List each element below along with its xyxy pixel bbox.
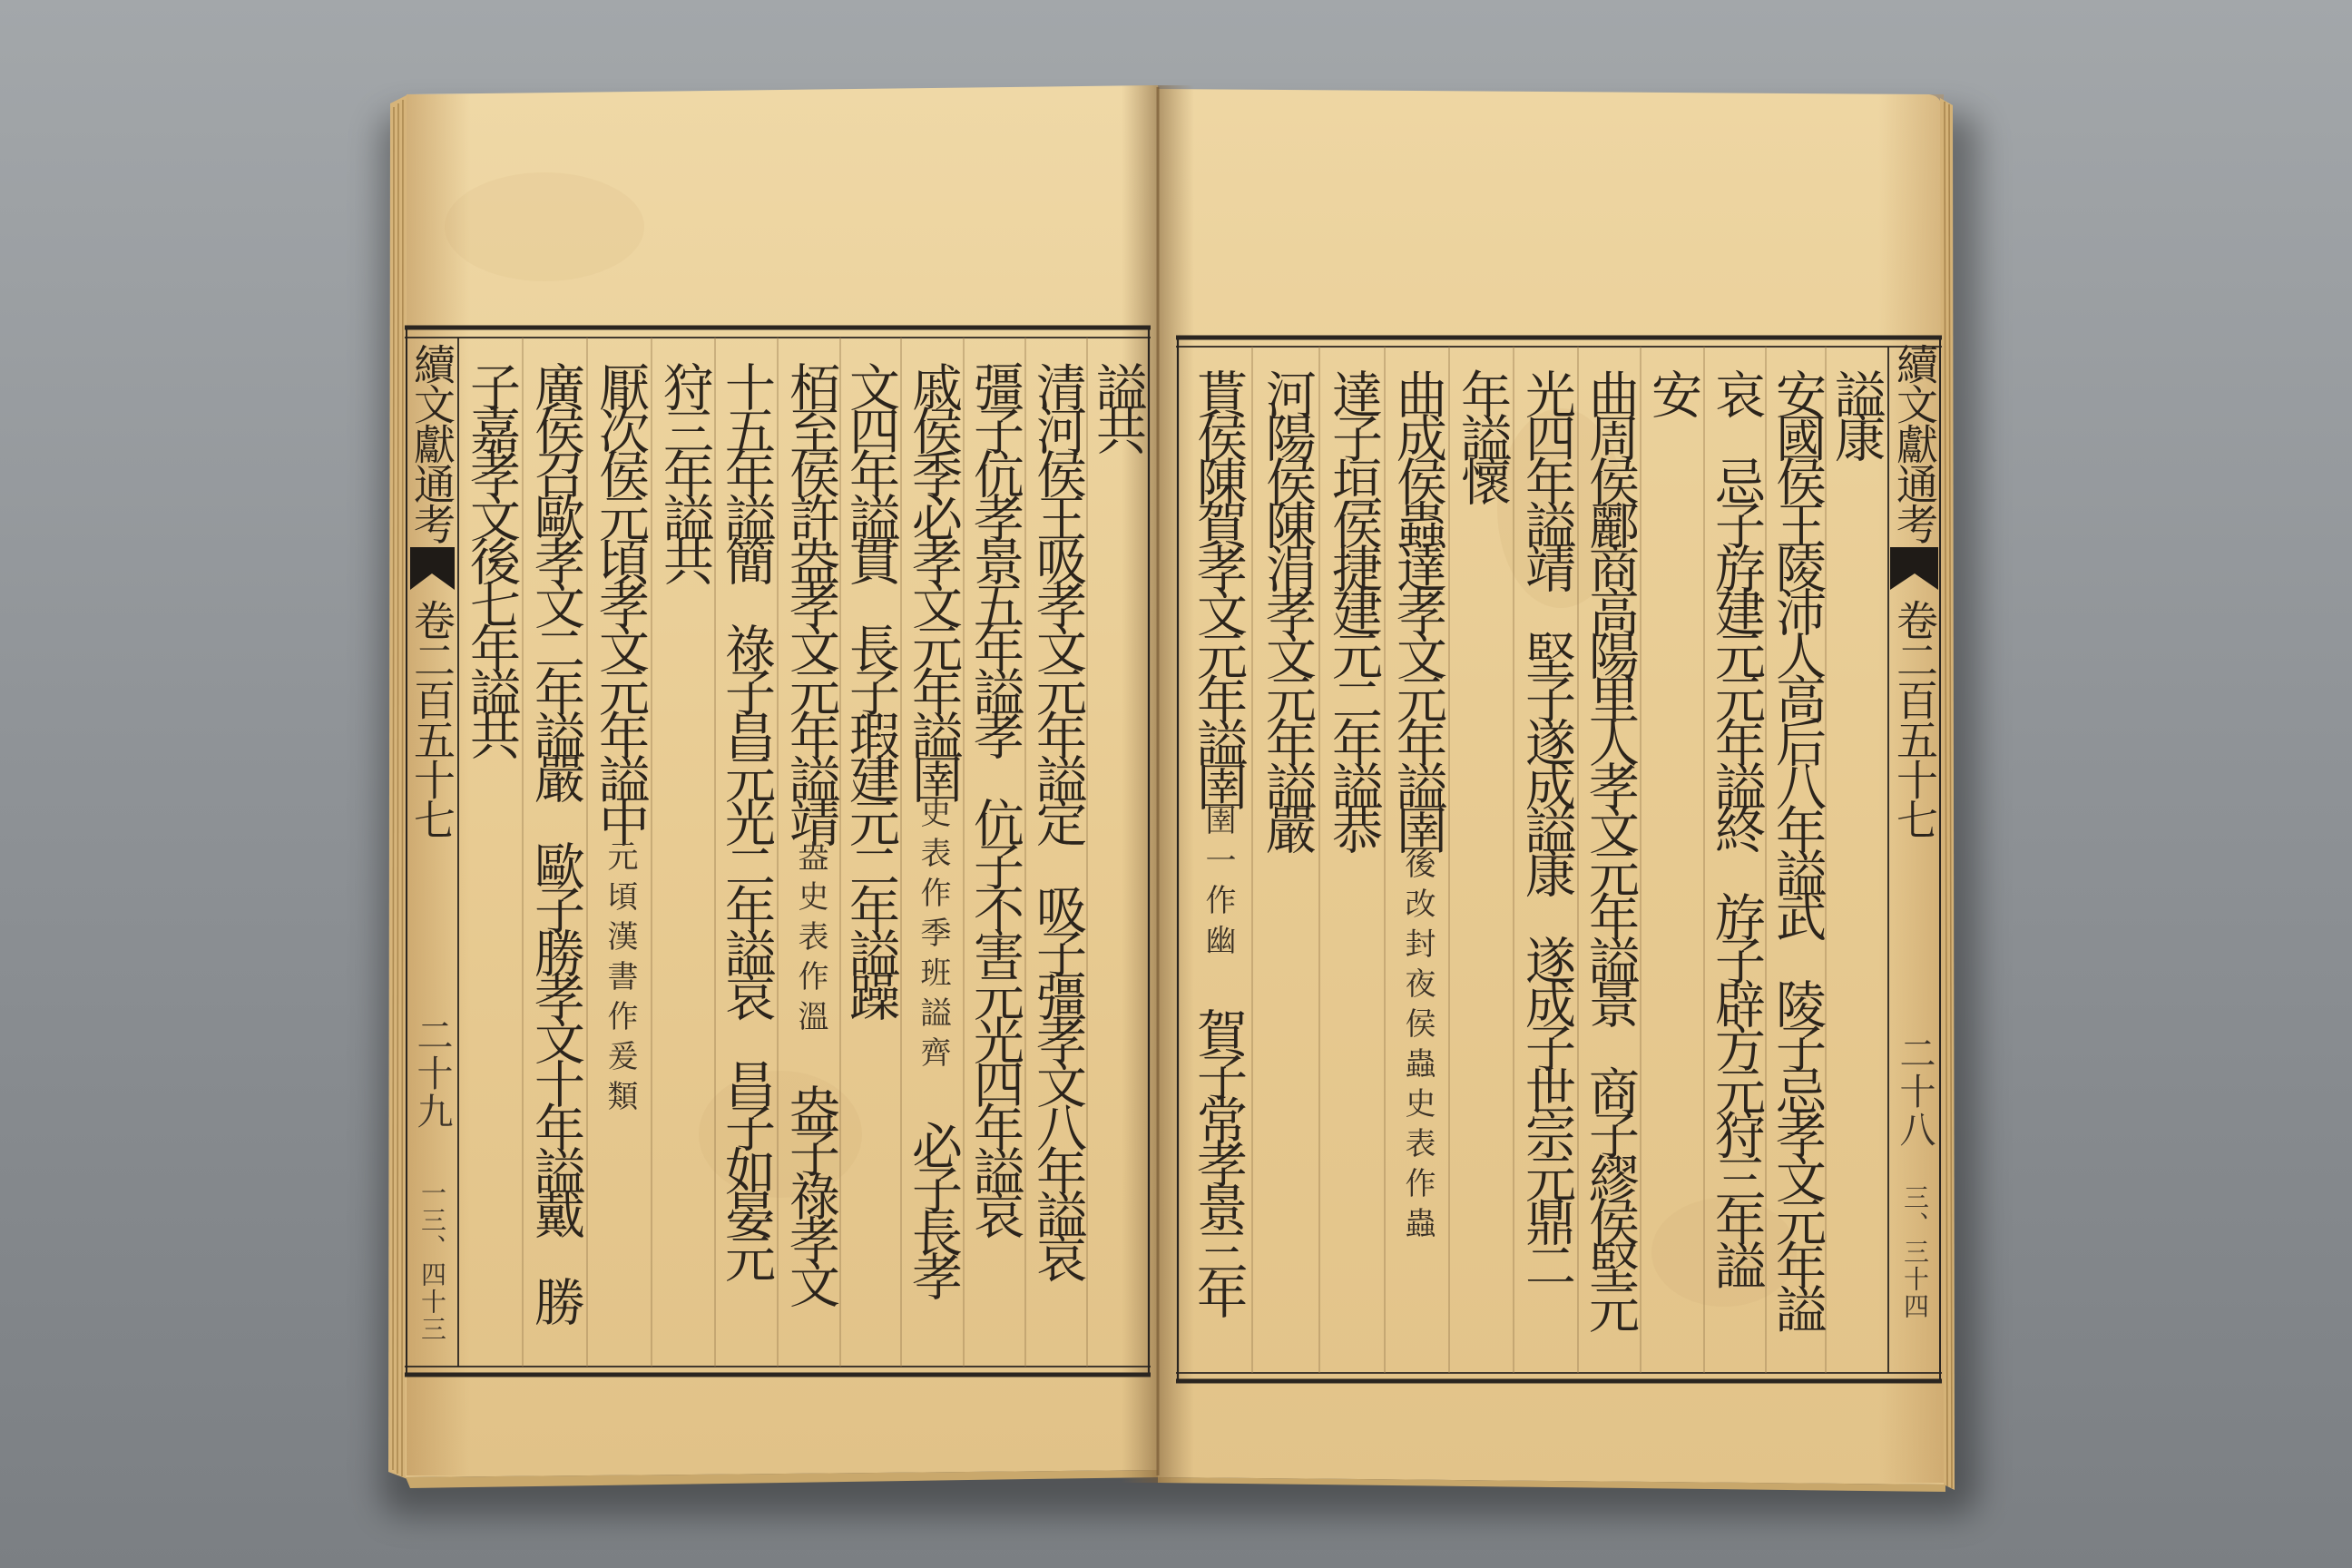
left-leaf-number: 二十九 [411, 1016, 453, 1131]
main-text: 曲成侯蟲達孝文元年謚圉 [1388, 368, 1447, 848]
main-text: 清河侯王吸孝文元年謚定 吸子彊孝文八年謚哀 [1028, 361, 1087, 1276]
right-page-code: 三、三十四 [1900, 1184, 1930, 1320]
text-column [1578, 368, 1642, 1385]
annotation-note: 圉一作幽 [1200, 804, 1236, 964]
main-text: 厭次侯元頃孝文元年謚中 [591, 361, 650, 840]
main-text: 哀 忌子斿建元元年謚終 斿子辟方元狩三年謚 [1707, 368, 1766, 1283]
main-text: 河陽侯陳涓孝文元年謚嚴 [1258, 368, 1317, 848]
main-text: 栢至侯許盎孝文元年謚靖 [781, 361, 840, 840]
main-text: 狩三年謚共 [655, 361, 714, 579]
main-text: 安國侯王陵沛人高后八年謚武 陵子忌孝文元年謚 [1768, 368, 1827, 1327]
text-column [1765, 368, 1828, 1385]
left-margin-volume: 卷二百五十七 [407, 599, 456, 838]
main-text: 戚侯季必孝文元年謚圉 [904, 361, 963, 797]
left-page-code: 一三、四十三 [417, 1180, 447, 1343]
main-text: 必子長孝 [904, 1076, 963, 1294]
main-text: 盎子祿孝文 [781, 1040, 840, 1301]
text-column [1824, 368, 1887, 1385]
main-text: 安 [1643, 368, 1702, 412]
right-margin-volume: 卷二百五十七 [1890, 599, 1939, 838]
text-column [1321, 368, 1385, 1385]
annotation-note: 後改封夜侯蟲史表作蟲 [1399, 848, 1436, 1247]
right-margin-title: 續文獻通考 [1890, 343, 1939, 543]
annotation-note: 史表作季班謚齊 [915, 797, 951, 1076]
text-column [1386, 368, 1449, 1385]
main-text: 達子垣侯捷建元二年謚恭 [1324, 368, 1383, 848]
main-text: 謚共 [1088, 361, 1147, 448]
main-text: 廣侯召歐孝文二年謚嚴 歐子勝孝文十年謚戴 勝 [526, 361, 585, 1319]
text-column [1704, 368, 1768, 1385]
main-text: 謚康 [1827, 368, 1886, 456]
annotation-note: 元頃漢書作爰類 [602, 840, 638, 1120]
main-text: 賀子常孝景三年 [1189, 964, 1248, 1312]
main-text: 光四年謚靖 堅子遂成謚康 遂成子世宗元鼎二 [1517, 368, 1576, 1283]
main-text: 子嘉孝文後七年謚共 [462, 361, 521, 753]
text-column [1186, 368, 1250, 1385]
main-text: 十五年謚簡 祿子昌元光二年謚哀 昌子如晏元 [717, 361, 776, 1276]
text-column [1514, 368, 1578, 1385]
text-column [1255, 368, 1318, 1385]
left-margin-title: 續文獻通考 [407, 343, 456, 543]
main-text: 年謚懷 [1453, 368, 1512, 499]
main-text: 文四年謚貫 長子瑕建元二年謚躁 [841, 361, 900, 1014]
main-text: 貰侯陳賀孝文元年謚圉 [1189, 368, 1248, 804]
text-column [1450, 368, 1514, 1385]
right-leaf-number: 二十八 [1894, 1034, 1936, 1149]
main-text: 彊子伉孝景五年謚孝 伉子不害元光四年謚哀 [965, 361, 1024, 1232]
text-column [1641, 368, 1704, 1385]
annotation-note: 盎史表作溫 [792, 840, 828, 1040]
main-text: 曲周侯酈商高陽里人孝文元年謚景 商子繆侯堅元 [1581, 368, 1640, 1327]
